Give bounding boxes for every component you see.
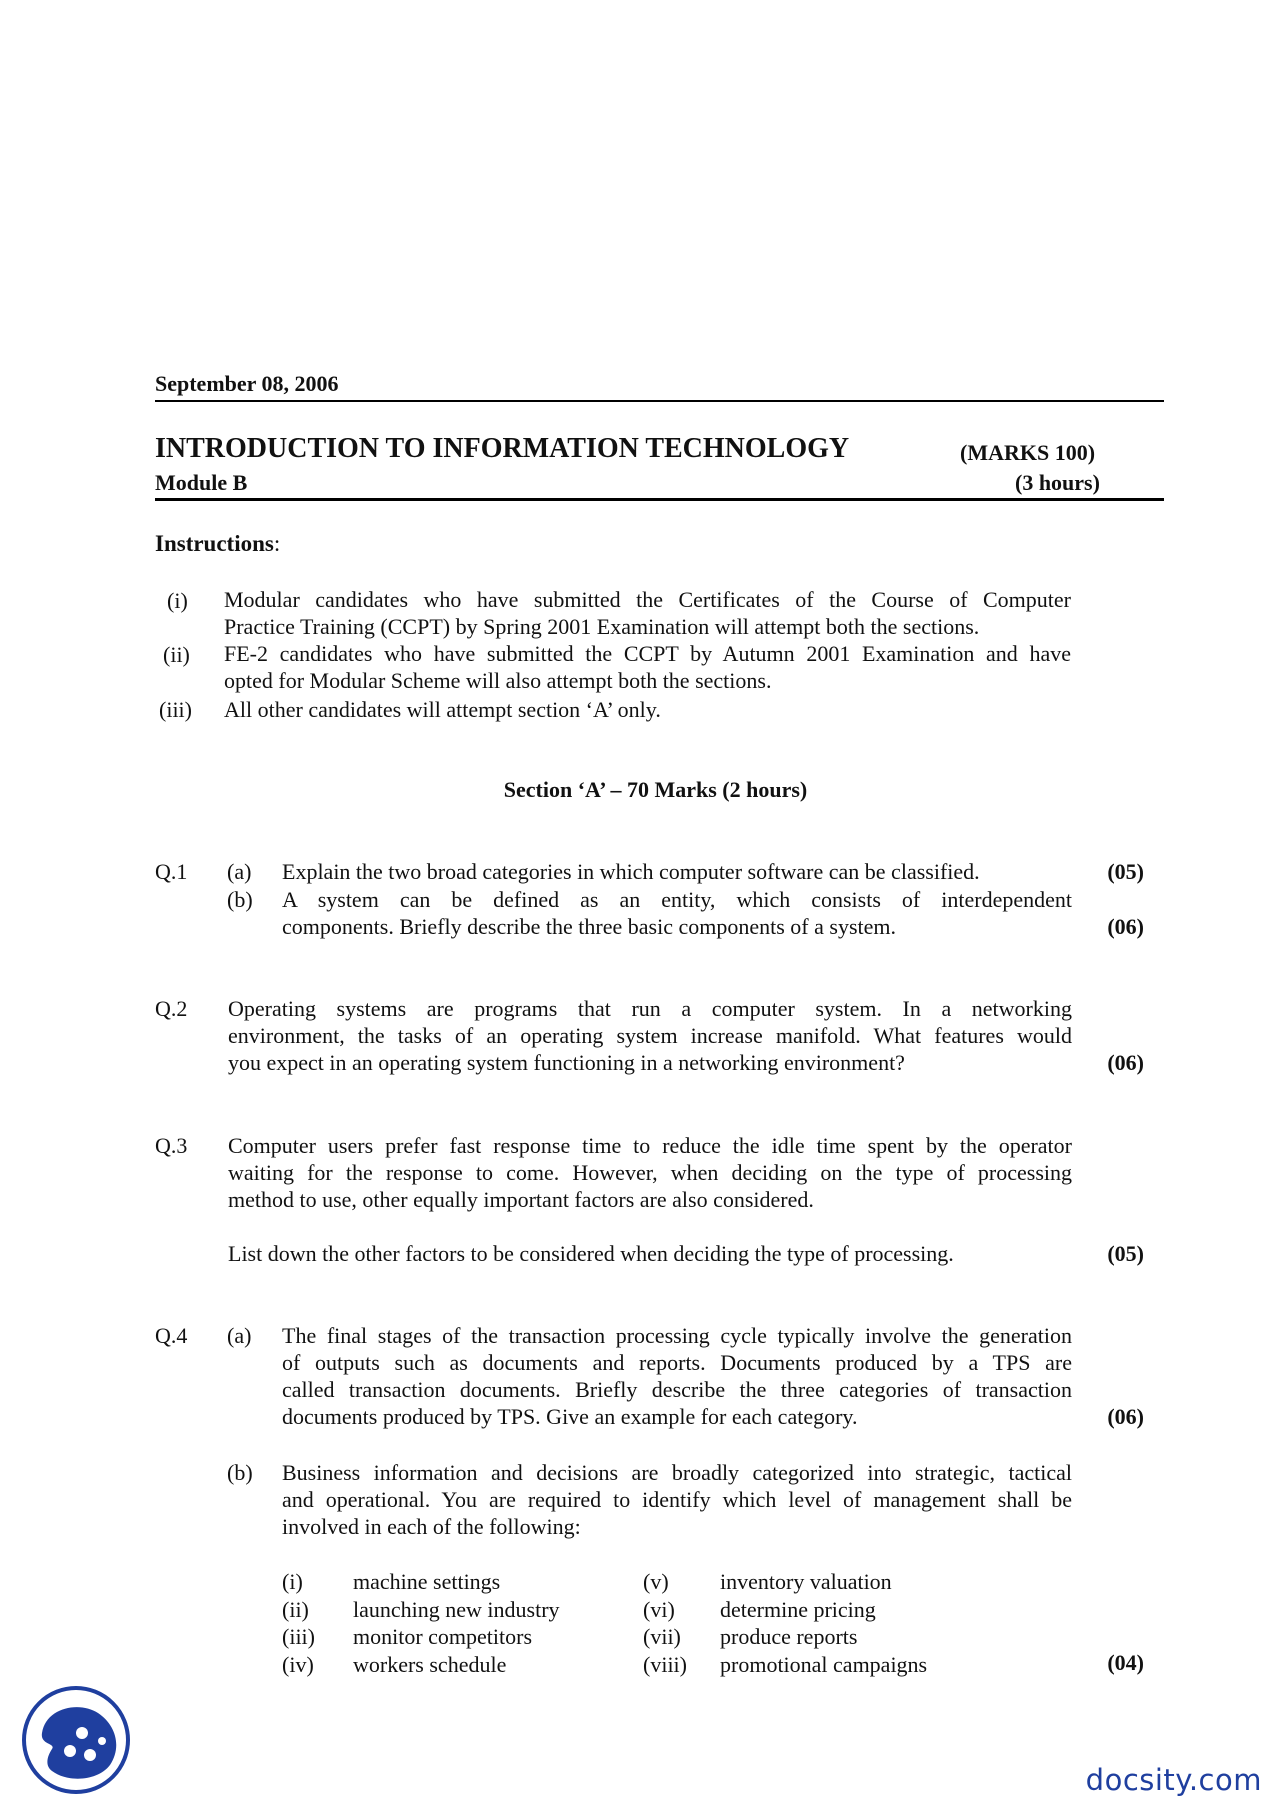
q1-a-text: Explain the two broad categories in which computer software can be classified.: [282, 859, 980, 884]
q3-text: [228, 1132, 1072, 1213]
list-item-num: (v): [643, 1569, 669, 1594]
q1-a-marks: (05): [1107, 859, 1144, 884]
q4-list-right-texts: [720, 1568, 927, 1678]
q3-line-2: waiting for the response to come. However, when deciding on the type of processing: [228, 1160, 1072, 1185]
q4-a-label: (a): [227, 1323, 252, 1348]
instruction-num-1: (i): [167, 588, 188, 613]
instruction-2-line-2: opted for Modular Scheme will also attempt both the sections.: [224, 668, 772, 693]
list-item-num: (vii): [643, 1624, 681, 1649]
list-item: produce reports: [720, 1624, 858, 1649]
docsity-logo-icon[interactable]: [18, 1685, 134, 1795]
list-item: workers schedule: [353, 1651, 507, 1677]
q4-b-line-1: Business information and decisions are broadly categorized into strategic, tactical: [282, 1460, 1072, 1485]
q2-text: [228, 995, 1072, 1076]
instruction-num-3: (iii): [159, 697, 192, 722]
q4-a-line-4: documents produced by TPS. Give an example for each category.: [282, 1404, 858, 1429]
q4-a-line-2: of outputs such as documents and reports. Documents produced by a TPS are: [282, 1350, 1072, 1375]
q2-line-1: Operating systems are programs that run a computer system. In a networking: [228, 996, 1072, 1021]
q1-b-text: [282, 886, 1072, 940]
list-item-num: (vi): [643, 1596, 675, 1622]
q3-marks: (05): [1107, 1241, 1144, 1266]
docsity-brand-link[interactable]: docsity.com: [1085, 1763, 1262, 1797]
exam-duration: (3 hours): [1015, 470, 1100, 495]
exam-marks: (MARKS 100): [960, 440, 1096, 465]
q4-b-label: (b): [227, 1460, 253, 1485]
q4-list-right-nums: [643, 1568, 687, 1678]
list-item: determine pricing: [720, 1596, 876, 1622]
module-label: Module B: [155, 470, 248, 495]
q1-b-line-1: A system can be defined as an entity, which consists of interdependent: [282, 887, 1072, 912]
q2-line-2: environment, the tasks of an operating system increase manifold. What features would: [228, 1023, 1072, 1048]
q4-list-left-nums: [282, 1568, 315, 1678]
list-item-num: (viii): [643, 1651, 687, 1677]
q4-a-text: [282, 1322, 1072, 1430]
q4-b-marks: (04): [1107, 1650, 1144, 1675]
q4-number: Q.4: [155, 1323, 188, 1348]
q4-list-left-texts: [353, 1568, 560, 1678]
instructions-heading-text: Instructions: [155, 531, 274, 556]
q3-number: Q.3: [155, 1133, 188, 1158]
section-a-title: Section ‘A’ – 70 Marks (2 hours): [503, 777, 808, 802]
q4-a-line-3: called transaction documents. Briefly describe the three categories of transaction: [282, 1377, 1072, 1402]
q3-line-3: method to use, other equally important factors are also considered.: [228, 1187, 814, 1212]
list-item-num: (iv): [282, 1651, 314, 1677]
instruction-1-line-1: Modular candidates who have submitted the Certificates of the Course of Computer: [224, 587, 1071, 612]
q1-b-line-2: components. Briefly describe the three basic components of a system.: [282, 914, 896, 939]
instruction-item-1: [224, 586, 1071, 640]
exam-date: September 08, 2006: [155, 371, 339, 396]
list-item: monitor competitors: [353, 1624, 533, 1649]
list-item: machine settings: [353, 1569, 501, 1594]
list-item: inventory valuation: [720, 1569, 892, 1594]
instruction-2-line-1: FE-2 candidates who have submitted the CCPT by Autumn 2001 Examination and have: [224, 641, 1071, 666]
header-rule-bottom: [155, 498, 1164, 501]
list-item: promotional campaigns: [720, 1651, 928, 1677]
q4-b-text: [282, 1459, 1072, 1540]
q4-b-line-2: and operational. You are required to identify which level of management shall be: [282, 1487, 1072, 1512]
header-rule-top: [155, 400, 1164, 402]
q3-line-1: Computer users prefer fast response time to reduce the idle time spent by the operator: [228, 1133, 1072, 1158]
instructions-colon: :: [273, 531, 281, 556]
instruction-num-2: (ii): [163, 642, 190, 667]
list-item-num: (i): [282, 1569, 303, 1594]
q1-b-marks: (06): [1107, 914, 1144, 939]
list-item-num: (ii): [282, 1596, 309, 1622]
list-item: launching new industry: [353, 1596, 560, 1622]
q4-a-marks: (06): [1107, 1404, 1144, 1429]
q2-line-3: you expect in an operating system functioning in a networking environment?: [228, 1050, 905, 1075]
q2-marks: (06): [1107, 1050, 1144, 1075]
list-item-num: (iii): [282, 1624, 315, 1649]
instruction-1-line-2: Practice Training (CCPT) by Spring 2001 Examination will attempt both the sections.: [224, 614, 980, 639]
q1-a-label: (a): [227, 859, 252, 884]
q4-b-line-3: involved in each of the following:: [282, 1514, 581, 1539]
instruction-3-line-1: All other candidates will attempt section ‘A’ only.: [224, 697, 661, 722]
exam-title: INTRODUCTION TO INFORMATION TECHNOLOGY: [155, 433, 850, 464]
q2-number: Q.2: [155, 996, 188, 1021]
instruction-item-2: [224, 640, 1071, 694]
instructions-heading: [155, 531, 280, 557]
q3-line-4: List down the other factors to be considered when deciding the type of processing.: [228, 1241, 954, 1266]
q4-a-line-1: The final stages of the transaction processing cycle typically involve the generation: [282, 1323, 1072, 1348]
q1-number: Q.1: [155, 859, 188, 884]
q1-b-label: (b): [227, 887, 253, 912]
